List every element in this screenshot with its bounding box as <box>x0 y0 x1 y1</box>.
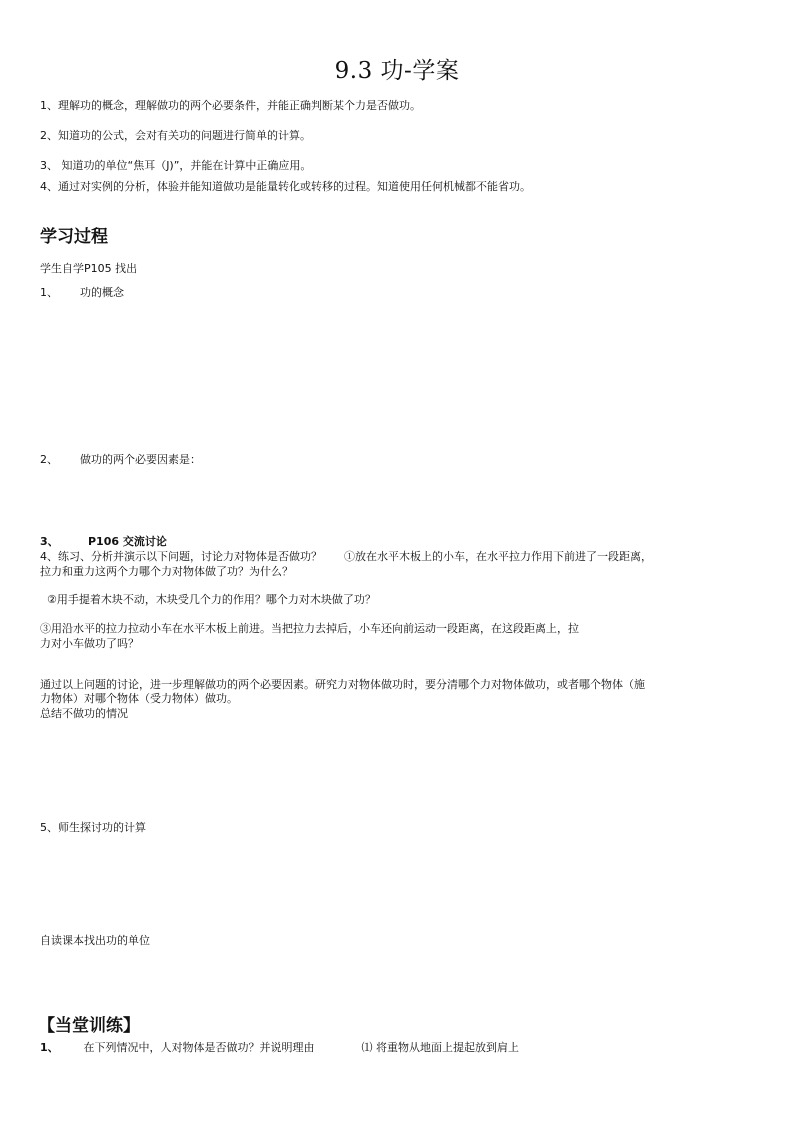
objective-3: 3、 知道功的单位“焦耳（J)”，并能在计算中正确应用。 <box>40 159 312 172</box>
question-3-line-1: ③用沿水平的拉力拉动小车在水平木板上前进。当把拉力去掉后，小车还向前运动一段距离，在这段距离上，拉 <box>40 622 579 635</box>
item-1-text: 功的概念 <box>80 286 124 299</box>
self-study-intro: 学生自学P105 找出 <box>40 262 138 275</box>
item-5: 5、师生探讨功的计算 <box>40 821 146 834</box>
item-4-line-2: 拉力和重力这两个力哪个力对物体做了功？为什么？ <box>40 565 293 578</box>
item-2-text: 做功的两个必要因素是： <box>80 453 201 466</box>
page-title: 9.3 功-学案 <box>334 58 460 84</box>
item-3-number: 3、 <box>40 535 59 548</box>
item-3-text: P106 交流讨论 <box>88 535 167 548</box>
question-3-line-2: 力对小车做功了吗？ <box>40 637 139 650</box>
summary-no-work-cases: 总结不做功的情况 <box>40 707 128 720</box>
objective-4: 4、通过对实例的分析，体验并能知道做功是能量转化或转移的过程。知道使用任何机械都不能省功。 <box>40 180 531 193</box>
item-1-number: 1、 <box>40 286 58 299</box>
item-1 <box>40 284 124 300</box>
item-3 <box>40 533 167 549</box>
objective-2: 2、知道功的公式，会对有关功的问题进行简单的计算。 <box>40 129 311 142</box>
training-question-1-sub-1: ⑴ 将重物从地面上提起放到肩上 <box>361 1041 519 1054</box>
section-heading-training: 【当堂训练】 <box>38 1016 140 1036</box>
item-4-case-1: ①放在水平木板上的小车，在水平拉力作用下前进了一段距离， <box>344 550 652 563</box>
training-question-1-text: 在下列情况中，人对物体是否做功？并说明理由 <box>83 1041 315 1054</box>
item-2-number: 2、 <box>40 453 58 466</box>
question-2: ②用手提着木块不动，木块受几个力的作用？哪个力对木块做了功？ <box>47 593 376 606</box>
item-4-line-1 <box>40 548 652 564</box>
training-question-1-number: 1、 <box>40 1041 59 1054</box>
item-4-question: 4、练习、分析并演示以下问题，讨论力对物体是否做功？ <box>40 550 322 563</box>
work-unit-prompt: 自读课本找出功的单位 <box>40 934 150 947</box>
summary-line-1: 通过以上问题的讨论，进一步理解做功的两个必要因素。研究力对物体做功时，要分清哪个力对物体做功，或者哪个物体（施 <box>40 678 645 691</box>
summary-line-2: 力物体）对哪个物体（受力物体）做功。 <box>40 692 238 705</box>
section-heading-process: 学习过程 <box>40 227 108 247</box>
item-2 <box>40 451 201 467</box>
objective-1: 1、理解功的概念，理解做功的两个必要条件，并能正确判断某个力是否做功。 <box>40 99 421 112</box>
training-question-1 <box>40 1039 519 1055</box>
